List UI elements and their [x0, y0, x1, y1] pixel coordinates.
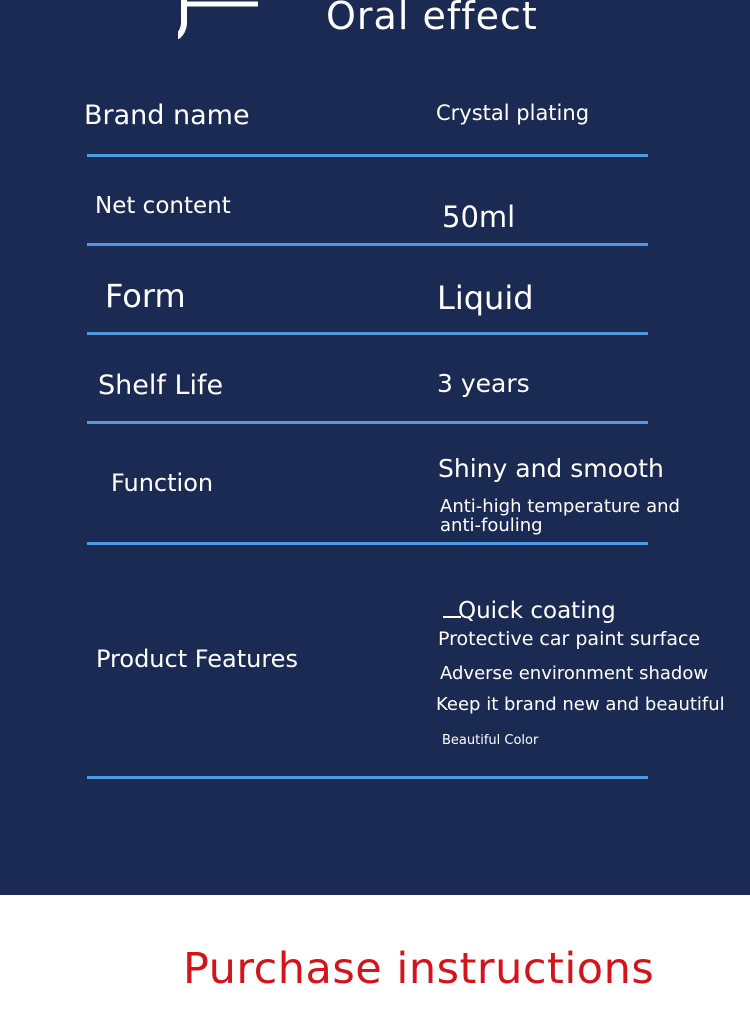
- row-divider: [87, 332, 648, 335]
- decorative-brush-glyph: [178, 0, 258, 40]
- purchase-instructions-heading: Purchase instructions: [183, 944, 655, 994]
- feature-item: Keep it brand new and beautiful: [436, 694, 725, 715]
- function-value-primary: Shiny and smooth: [438, 454, 664, 483]
- row-divider: [87, 776, 648, 779]
- function-label: Function: [111, 469, 214, 497]
- function-value-secondary-line2: anti-fouling: [440, 515, 543, 536]
- brand-value: Crystal plating: [436, 101, 590, 125]
- net-content-label: Net content: [95, 193, 231, 219]
- row-divider: [87, 154, 648, 157]
- shelf-life-value: 3 years: [437, 369, 530, 398]
- feature-item: Protective car paint surface: [438, 628, 701, 650]
- form-value: Liquid: [437, 279, 534, 317]
- shelf-life-label: Shelf Life: [98, 370, 224, 401]
- net-content-value: 50ml: [442, 200, 516, 234]
- function-value-secondary-line1: Anti-high temperature and: [440, 496, 680, 517]
- feature-item: Quick coating: [458, 598, 616, 624]
- feature-item: Adverse environment shadow: [440, 663, 709, 684]
- page-title: Oral effect: [326, 0, 538, 38]
- form-label: Form: [105, 277, 186, 315]
- row-divider: [87, 243, 648, 246]
- product-features-label: Product Features: [96, 645, 298, 673]
- brand-label: Brand name: [84, 100, 250, 131]
- row-divider: [87, 542, 648, 545]
- feature-item: Beautiful Color: [442, 733, 539, 748]
- row-divider: [87, 421, 648, 424]
